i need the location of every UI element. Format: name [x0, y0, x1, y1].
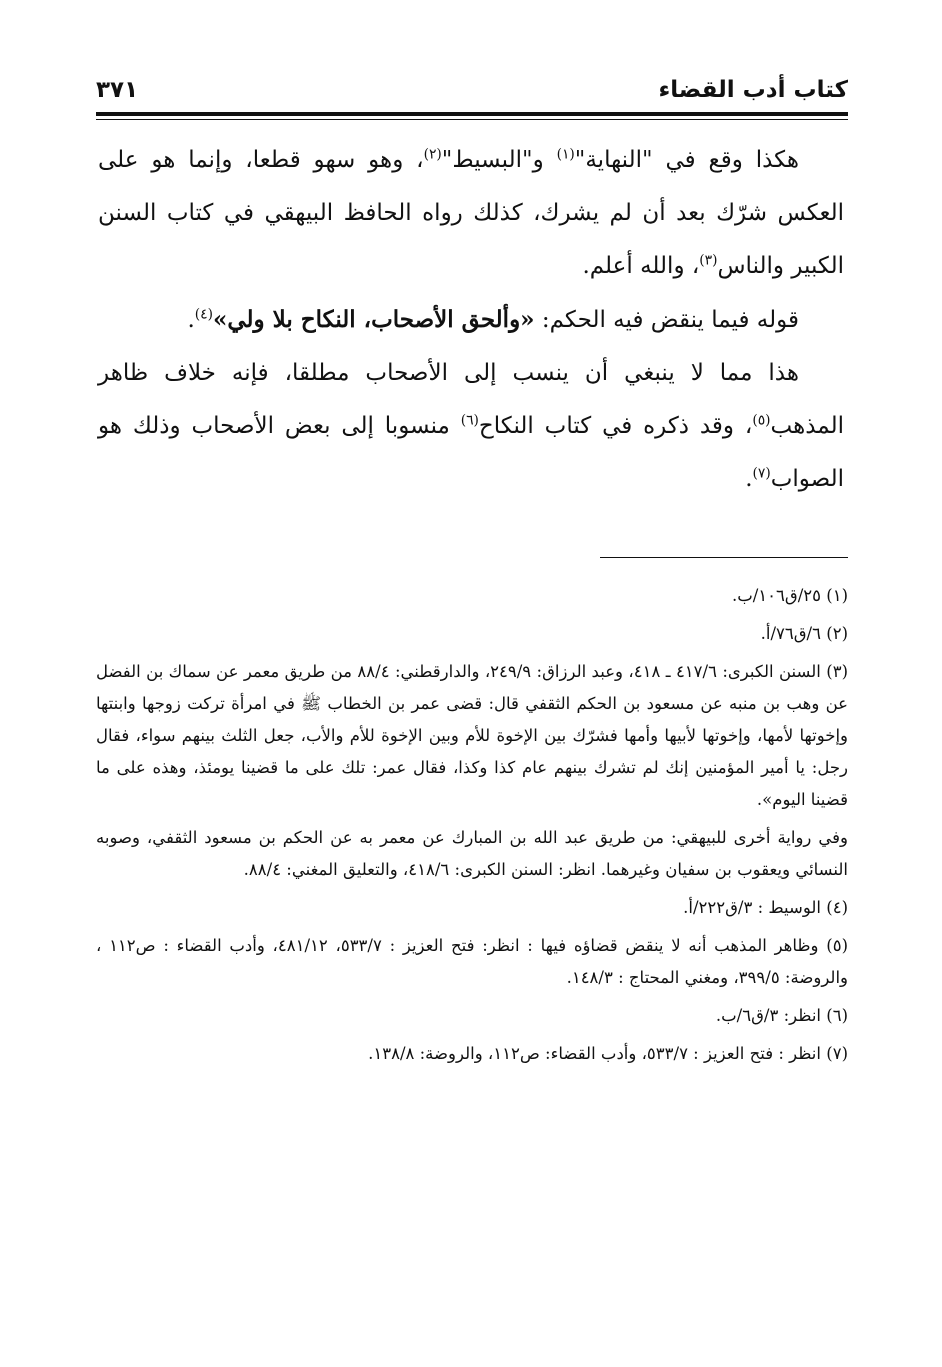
footnotes: [96, 580, 848, 1076]
footnote-number: (٢): [826, 624, 848, 643]
footnote-ref-3: (٣): [699, 252, 718, 269]
footnote-3-continuation: [96, 822, 848, 886]
footnote-3: [96, 656, 848, 816]
footnote-ref-7: (٧): [752, 465, 771, 482]
paragraph-3-text-c: منسوبا إلى بعض الأصحاب وذلك هو الصواب: [98, 413, 844, 492]
footnote-number: (٦): [826, 1006, 848, 1025]
footnote-text: وفي رواية أخرى للبيهقي: من طريق عبد الله بن المبارك عن معمر به عن الحكم بن مسعود الثقفي، وصوبه النسائي ويعقوب بن سفيان وغيرهما. انظر: السنن الكبرى: ٤١٨/٦، والتعليق المغني: ٨٨/٤.: [96, 828, 848, 879]
footnote-ref-6: (٦): [460, 412, 479, 429]
paragraph-2-lead: قوله فيما ينقض فيه الحكم:: [534, 307, 799, 333]
footnote-ref-4: (٤): [194, 306, 213, 323]
paragraph-3-text-a: هذا مما لا ينبغي أن ينسب إلى الأصحاب مطلقا، فإنه خلاف ظاهر المذهب: [98, 360, 844, 439]
paragraph-1-text-a: هكذا وقع في "النهاية": [574, 147, 799, 173]
paragraph-1-text-c: ، وهو سهو قطعا، وإنما هو على العكس شرّك بعد أن لم يشرك، كذلك رواه الحافظ البيهقي في كتاب السنن الكبير والناس: [98, 147, 844, 279]
footnote-ref-5: (٥): [752, 412, 771, 429]
footnote-number: (١): [826, 586, 848, 605]
footnote-6: [96, 1000, 848, 1032]
paragraph-2-end: .: [187, 307, 195, 333]
footnote-ref-2: (٢): [423, 146, 442, 163]
paragraph-1: [98, 134, 844, 293]
header-rule-thick: [96, 112, 848, 116]
footnote-4: [96, 892, 848, 924]
footnote-number: (٤): [826, 898, 848, 917]
footnote-text: انظر: ٣/ق٦/ب.: [715, 1006, 821, 1025]
paragraph-1-text-d: ، والله أعلم.: [582, 253, 700, 279]
paragraph-3: [98, 347, 844, 506]
page-number: ٣٧١: [96, 77, 139, 103]
footnote-5: [96, 930, 848, 994]
footnote-number: (٥): [826, 936, 848, 955]
footnote-text: ٦/ق٧٦/أ.: [760, 624, 821, 643]
paragraph-3-text-b: ، وقد ذكره في كتاب النكاح: [478, 413, 753, 439]
footnote-1: [96, 580, 848, 612]
footnote-ref-1: (١): [556, 146, 575, 163]
footnote-7: [96, 1038, 848, 1070]
footnote-text: ٢٥/ق١٠٦/ب.: [731, 586, 821, 605]
paragraph-2-quote: «وألحق الأصحاب، النكاح بلا ولي»: [212, 306, 535, 333]
running-header: [96, 74, 848, 106]
paragraph-1-text-b: و"البسيط": [441, 147, 557, 173]
paragraph-3-text-d: .: [745, 466, 753, 492]
header-rule-thin: [96, 119, 848, 120]
footnote-text: الوسيط : ٣/ق٢٢٢/أ.: [683, 898, 821, 917]
main-text: [98, 134, 844, 506]
footnote-separator: [600, 557, 848, 558]
footnote-text: وظاهر المذهب أنه لا ينقض قضاؤه فيها : انظر: فتح العزيز : ٥٣٣/٧، ٤٨١/١٢، وأدب القضاء : ص١١٢ ، والروضة: ٣٩٩/٥، ومغني المحتاج : ١٤٨/٣.: [96, 936, 848, 987]
footnote-2: [96, 618, 848, 650]
book-title: كتاب أدب القضاء: [658, 77, 848, 103]
footnote-text: انظر : فتح العزيز : ٥٣٣/٧، وأدب القضاء: ص١١٢، والروضة: ١٣٨/٨.: [368, 1044, 821, 1063]
footnote-text: السنن الكبرى: ٤١٧/٦ ـ ٤١٨، وعبد الرزاق: ٢٤٩/٩، والدارقطني: ٨٨/٤ من طريق معمر عن سماك بن الفضل عن وهب بن منبه عن مسعود بن الحكم الثقفي قال: قضى عمر بن الخطاب ﷺ في امرأة تركت زوجها وابنتها وإخوتها لأمها، وإخوتها لأبيها وأمها فشرّك بين الإخوة للأم وبين الإخوة للأم والأب، جعل الثلث بينهم سواء، فقال رجل: يا أمير المؤمنين إنك لم تشرك بينهم عام كذا وكذا، فقال عمر: تلك على ما قضينا يومئذ، وهذه على ما قضينا اليوم».: [96, 662, 848, 809]
footnote-number: (٧): [826, 1044, 848, 1063]
footnote-number: (٣): [826, 662, 849, 681]
paragraph-2: [98, 293, 844, 347]
